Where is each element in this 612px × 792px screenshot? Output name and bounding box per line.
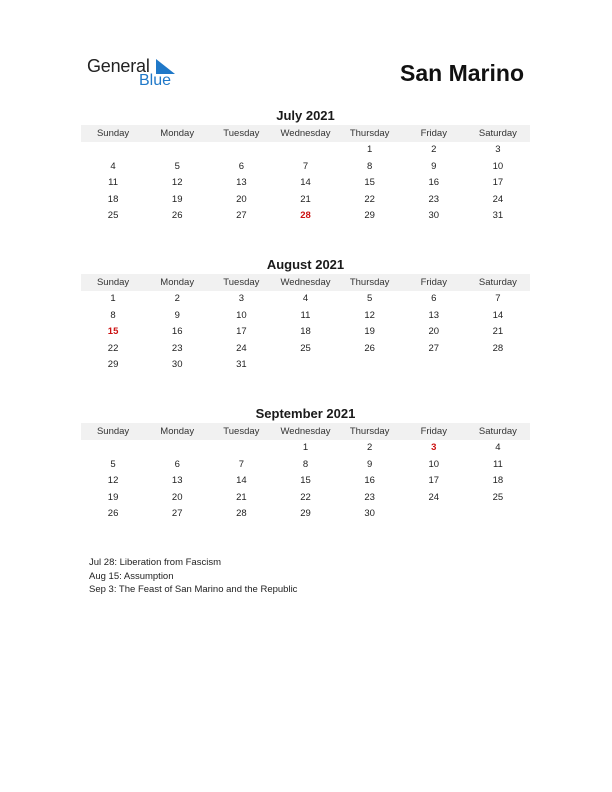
month-title: September 2021 <box>255 406 356 421</box>
day-cell: 26 <box>107 508 119 519</box>
day-cell: 20 <box>428 326 440 337</box>
day-cell: 22 <box>107 342 119 354</box>
day-cell <box>273 357 337 374</box>
day-cell: 2 <box>366 442 373 453</box>
day-cell: 14 <box>492 309 504 321</box>
day-cell: 3 <box>238 293 244 304</box>
weekday-label: Sunday <box>96 426 130 437</box>
day-cell: 25 <box>107 210 119 221</box>
day-cell: 19 <box>107 491 119 503</box>
day-cell: 5 <box>366 293 373 304</box>
day-cell: 31 <box>236 359 247 370</box>
day-cell: 12 <box>107 475 119 486</box>
day-cell: 1 <box>366 144 373 155</box>
month-title: August 2021 <box>266 257 345 272</box>
day-cell: 21 <box>492 326 504 337</box>
weekday-label: Thursday <box>349 128 390 139</box>
weekday-label: Friday <box>420 426 447 437</box>
weekday-label: Friday <box>420 128 447 139</box>
day-cell: 6 <box>238 160 244 172</box>
day-cell: 24 <box>492 193 504 205</box>
day-cell: 10 <box>428 458 440 470</box>
weekday-label: Tuesday <box>223 277 260 288</box>
weekday-label: Tuesday <box>223 426 260 437</box>
weekday-header-row <box>81 125 530 142</box>
day-cell: 9 <box>431 160 437 172</box>
weekday-label: Saturday <box>478 128 517 139</box>
weekday-label: Sunday <box>96 128 130 139</box>
weekday-label: Monday <box>160 128 195 139</box>
day-cell: 20 <box>236 193 247 205</box>
day-cell: 2 <box>431 144 437 155</box>
day-cell: 23 <box>364 491 375 503</box>
day-cell: 11 <box>108 177 118 188</box>
day-cell: 6 <box>174 458 180 470</box>
week-row <box>81 341 530 358</box>
day-cell: 14 <box>300 177 311 188</box>
month-title: July 2021 <box>276 108 335 123</box>
weekday-label: Wednesday <box>280 128 331 139</box>
weekday-label: Monday <box>160 277 195 288</box>
day-cell: 16 <box>364 475 375 486</box>
holiday-notes <box>89 556 297 597</box>
day-cell: 27 <box>428 342 440 354</box>
day-cell: 27 <box>236 210 247 221</box>
day-cell: 13 <box>428 309 440 321</box>
week-row <box>81 291 530 308</box>
holiday-day-cell: 15 <box>107 326 119 337</box>
day-cell: 26 <box>364 342 375 354</box>
day-cell: 4 <box>495 442 501 453</box>
day-cell: 18 <box>492 475 504 486</box>
day-cell <box>209 142 273 159</box>
weekday-label: Thursday <box>349 277 390 288</box>
weekday-label: Tuesday <box>223 128 260 139</box>
day-cell: 23 <box>428 193 440 205</box>
day-cell: 5 <box>110 458 116 470</box>
day-cell: 18 <box>107 193 119 205</box>
day-cell <box>402 357 466 374</box>
week-row <box>81 208 530 225</box>
day-cell: 30 <box>364 508 375 519</box>
day-cell: 20 <box>171 491 183 503</box>
day-cell <box>145 142 209 159</box>
day-cell: 23 <box>171 342 183 354</box>
day-cell: 4 <box>110 160 116 172</box>
day-cell: 10 <box>236 309 247 321</box>
day-cell: 27 <box>171 508 183 519</box>
day-cell: 7 <box>238 458 244 470</box>
week-row <box>81 159 530 176</box>
day-cell: 1 <box>302 442 309 453</box>
day-cell: 13 <box>171 475 183 486</box>
day-cell: 25 <box>492 491 504 503</box>
day-cell: 31 <box>492 210 504 221</box>
day-cell: 28 <box>236 508 247 519</box>
day-cell: 16 <box>171 326 183 337</box>
day-cell: 3 <box>495 144 501 155</box>
day-cell: 4 <box>302 293 309 304</box>
day-cell: 21 <box>236 491 247 503</box>
day-cell: 19 <box>171 193 183 205</box>
logo-general-text: General <box>87 56 150 76</box>
day-cell: 9 <box>174 309 180 321</box>
day-cell: 24 <box>236 342 247 354</box>
logo-blue-text: Blue <box>139 72 172 89</box>
week-row <box>81 506 530 523</box>
day-cell: 26 <box>171 210 183 221</box>
weekday-label: Sunday <box>96 277 130 288</box>
day-cell: 6 <box>431 293 437 304</box>
week-row <box>81 440 530 457</box>
day-cell <box>402 506 466 523</box>
week-row <box>81 142 530 159</box>
holiday-note: Sep 3: The Feast of San Marino and the Republic <box>89 584 298 595</box>
weekday-header-row <box>81 423 530 440</box>
weekday-label: Saturday <box>478 277 517 288</box>
day-cell <box>338 357 402 374</box>
week-row <box>81 490 530 507</box>
weekday-label: Saturday <box>478 426 517 437</box>
day-cell: 10 <box>492 160 504 172</box>
day-cell: 16 <box>428 177 440 188</box>
day-cell: 17 <box>492 177 504 188</box>
month-calendar-september <box>81 405 530 523</box>
day-cell: 30 <box>171 359 183 370</box>
day-cell: 22 <box>300 491 311 503</box>
week-row <box>81 457 530 474</box>
day-cell: 28 <box>492 342 504 354</box>
week-row <box>81 192 530 209</box>
day-cell: 11 <box>300 309 311 321</box>
logo <box>87 56 197 92</box>
week-row <box>81 175 530 192</box>
week-row <box>81 308 530 325</box>
day-cell: 22 <box>364 193 375 205</box>
day-cell: 7 <box>495 293 501 304</box>
week-row <box>81 473 530 490</box>
day-cell: 7 <box>302 160 309 172</box>
day-cell: 19 <box>364 326 375 337</box>
weekday-label: Friday <box>420 277 447 288</box>
day-cell: 29 <box>300 508 311 519</box>
month-calendar-august <box>81 256 530 374</box>
day-cell: 5 <box>174 160 180 172</box>
day-cell <box>209 440 273 457</box>
day-cell: 21 <box>300 193 311 205</box>
day-cell: 8 <box>366 160 373 172</box>
country-title: San Marino <box>400 60 524 86</box>
day-cell: 14 <box>236 475 247 486</box>
day-cell <box>81 142 145 159</box>
day-cell <box>145 440 209 457</box>
day-cell: 25 <box>300 342 311 354</box>
day-cell <box>81 440 145 457</box>
day-cell: 11 <box>492 458 503 470</box>
day-cell: 13 <box>236 177 247 188</box>
day-cell: 8 <box>302 458 309 470</box>
day-cell: 2 <box>174 293 180 304</box>
day-cell: 15 <box>300 475 311 486</box>
day-cell <box>466 506 530 523</box>
week-row <box>81 324 530 341</box>
holiday-note: Jul 28: Liberation from Fascism <box>89 557 221 568</box>
holiday-day-cell: 28 <box>300 210 311 221</box>
day-cell: 1 <box>110 293 116 304</box>
day-cell: 29 <box>364 210 375 221</box>
day-cell: 8 <box>110 309 116 321</box>
day-cell <box>466 357 530 374</box>
day-cell: 15 <box>364 177 375 188</box>
holiday-day-cell: 3 <box>431 442 437 453</box>
holiday-note: Aug 15: Assumption <box>89 570 174 582</box>
weekday-label: Thursday <box>349 426 390 437</box>
day-cell: 30 <box>428 210 440 221</box>
weekday-label: Monday <box>160 426 195 437</box>
weekday-label: Wednesday <box>280 277 331 288</box>
day-cell: 18 <box>300 326 311 337</box>
day-cell: 12 <box>171 177 183 188</box>
day-cell: 24 <box>428 491 440 503</box>
day-cell: 9 <box>366 458 373 470</box>
day-cell: 12 <box>364 309 375 321</box>
weekday-label: Wednesday <box>280 426 331 437</box>
month-calendar-july <box>81 107 530 225</box>
day-cell: 29 <box>107 359 119 370</box>
day-cell: 17 <box>236 326 247 337</box>
day-cell: 17 <box>428 475 440 486</box>
week-row <box>81 357 530 374</box>
day-cell <box>273 142 337 159</box>
weekday-header-row <box>81 274 530 291</box>
